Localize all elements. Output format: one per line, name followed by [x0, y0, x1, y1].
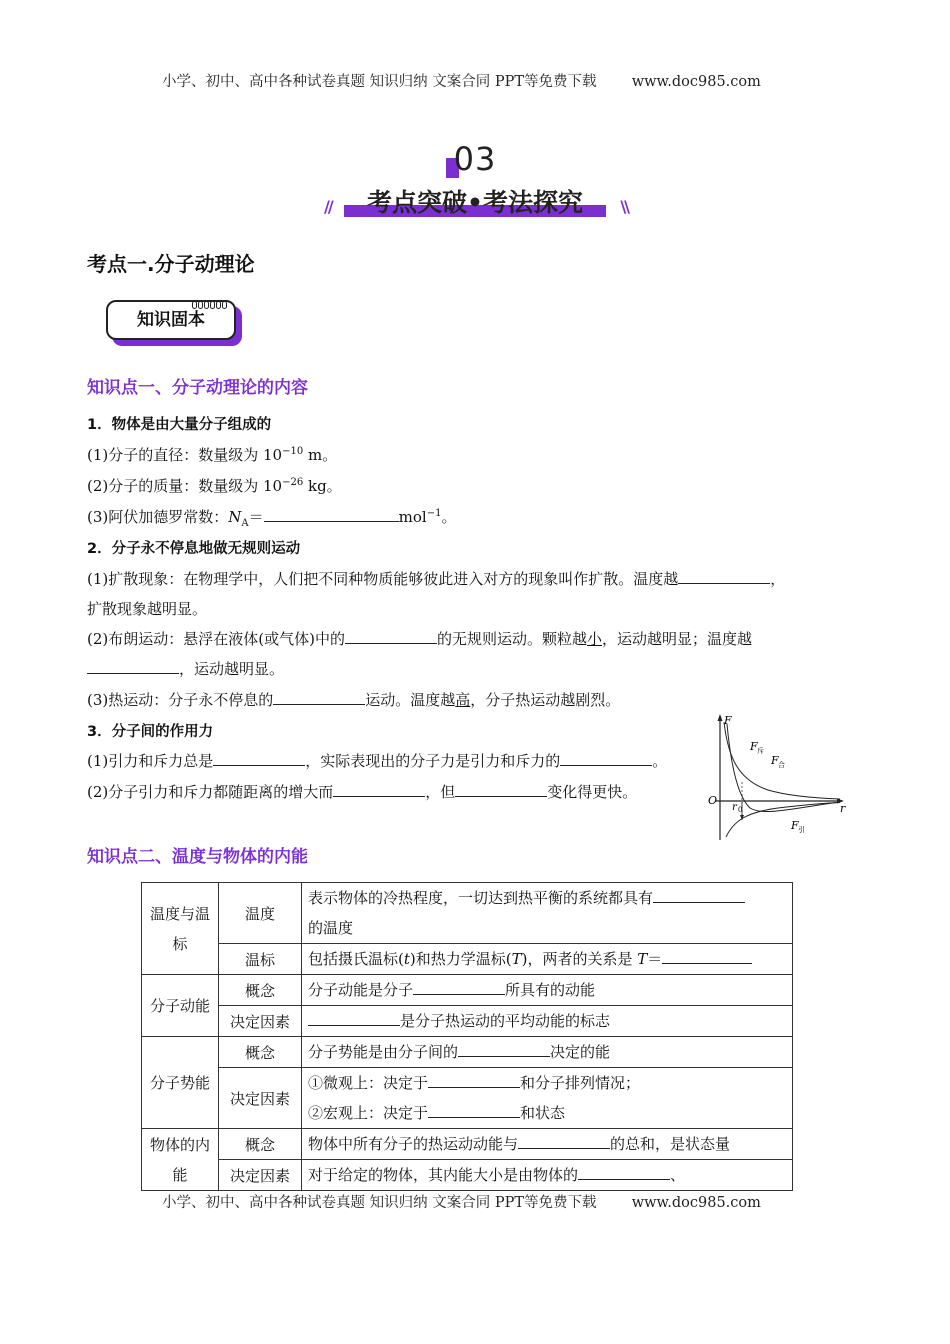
fill-blank[interactable] — [213, 751, 305, 766]
zsd1-heading-3: 3．分子间的作用力 — [87, 724, 214, 740]
header-text: 小学、初中、高中各种试卷真题 知识归纳 文案合同 PPT等免费下载 — [162, 74, 597, 90]
right-slash-decoration: \\ — [620, 197, 628, 216]
zsd1-item-8 — [87, 781, 637, 802]
text: ，实际表现出的分子力是引力和斥力的 — [305, 752, 561, 770]
footer-site[interactable]: www.doc985.com — [631, 1195, 761, 1211]
attractive-force-curve — [726, 803, 840, 838]
text: 决定的能 — [550, 1043, 611, 1061]
r0-subscript: 0 — [738, 806, 743, 814]
table-row — [142, 975, 793, 1006]
text: 、 — [670, 1166, 686, 1184]
fill-blank[interactable] — [578, 1165, 670, 1180]
text: ＝ — [647, 950, 663, 968]
table-cell — [302, 883, 793, 944]
table-row — [142, 944, 793, 975]
table-cell — [302, 975, 793, 1006]
text: 。 — [441, 508, 457, 526]
molecular-force-graph — [708, 712, 848, 842]
table-cell: 概念 — [219, 1129, 302, 1160]
fill-blank[interactable] — [518, 1134, 610, 1149]
table-cell — [302, 1129, 793, 1160]
text: (1)引力和斥力总是 — [87, 752, 214, 770]
fill-blank[interactable] — [458, 1042, 550, 1057]
text: (1)分子的直径：数量级为 10 — [87, 446, 283, 464]
zsd1-item-4b: 扩散现象越明显。 — [87, 600, 208, 618]
origin-label: O — [708, 794, 718, 807]
text: 表示物体的冷热程度，一切达到热平衡的系统都具有 — [308, 889, 654, 907]
text: 的温度 — [308, 919, 354, 937]
text: (2)分子引力和斥力都随距离的增大而 — [87, 783, 334, 801]
text: 物体中所有分子的热运动动能与 — [308, 1135, 519, 1153]
banner-title: 考点突破•考法探究 — [367, 188, 583, 217]
underlined-text: 高 — [455, 691, 471, 709]
text: m。 — [303, 446, 338, 464]
text: 对于给定的物体，其内能大小是由物体的 — [308, 1166, 579, 1184]
text: 和分子排列情况； — [520, 1074, 641, 1092]
text: 包括摄氏温标( — [308, 950, 404, 968]
fill-blank[interactable] — [455, 782, 547, 797]
text: ，分子热运动越剧烈。 — [470, 691, 621, 709]
fill-blank[interactable] — [560, 751, 652, 766]
table-cell: 温标 — [219, 944, 302, 975]
exponent: −26 — [282, 477, 304, 488]
zsd1-item-6 — [87, 689, 620, 710]
zsd1-item-5 — [87, 628, 752, 649]
section-banner — [322, 183, 628, 223]
header-site[interactable]: www.doc985.com — [631, 74, 761, 90]
footer-text: 小学、初中、高中各种试卷真题 知识归纳 文案合同 PPT等免费下载 — [162, 1195, 597, 1211]
table-cell — [302, 1037, 793, 1068]
symbol: N — [228, 508, 242, 526]
fill-blank[interactable] — [428, 1073, 520, 1088]
zsd1-item-7 — [87, 750, 667, 771]
zsd1-item-5b — [87, 658, 284, 679]
y-axis-arrow — [718, 714, 723, 721]
zsd1-title: 知识点一、分子动理论的内容 — [87, 378, 308, 398]
text: ②宏观上：决定于 — [308, 1104, 429, 1122]
fill-blank[interactable] — [678, 569, 770, 584]
attractive-force-subscript: 引 — [798, 826, 805, 834]
attractive-force-label: F — [791, 819, 799, 832]
fill-blank[interactable] — [428, 1103, 520, 1118]
text: ，运动越明显；温度越 — [602, 630, 753, 648]
knowledge-badge — [106, 300, 242, 346]
text: (2)布朗运动：悬浮在液体(或气体)中的 — [87, 630, 345, 648]
text: 的总和，是状态量 — [610, 1135, 731, 1153]
net-force-subscript: 合 — [778, 761, 785, 769]
zsd2-title: 知识点二、温度与物体的内能 — [87, 847, 308, 867]
text: 运动。温度越 — [365, 691, 456, 709]
text: ，但 — [425, 783, 456, 801]
exponent: −10 — [282, 446, 304, 457]
text: 分子势能是由分子间的 — [308, 1043, 459, 1061]
left-slash-decoration: // — [324, 197, 332, 216]
badge-label: 知识固本 — [106, 300, 236, 340]
table-row — [142, 883, 793, 944]
subscript: A — [241, 518, 249, 529]
table-row — [142, 1160, 793, 1191]
fill-blank[interactable] — [413, 980, 505, 995]
text: 是分子热运动的平均动能的标志 — [400, 1012, 611, 1030]
symbol: t — [403, 950, 410, 968]
section-number: 03 — [453, 140, 497, 178]
table-row — [142, 1037, 793, 1068]
text: ，运动越明显。 — [179, 660, 285, 678]
repulsive-force-subscript: 斥 — [757, 747, 764, 755]
table-cell — [302, 1006, 793, 1037]
table-row — [142, 1068, 793, 1129]
fill-blank[interactable] — [264, 507, 399, 522]
text: kg。 — [303, 477, 342, 495]
text: 和状态 — [520, 1104, 566, 1122]
text: ， — [770, 570, 786, 588]
fill-blank[interactable] — [345, 629, 437, 644]
table-cell — [302, 944, 793, 975]
text: 所具有的动能 — [505, 981, 596, 999]
axis-label-F: F — [724, 714, 732, 727]
table-cell: 物体的内能 — [142, 1129, 219, 1191]
table-cell: 概念 — [219, 1037, 302, 1068]
fill-blank[interactable] — [87, 659, 179, 674]
text: ①微观上：决定于 — [308, 1074, 429, 1092]
table-cell: 温度与温标 — [142, 883, 219, 975]
text: 。 — [652, 752, 668, 770]
table-row — [142, 1006, 793, 1037]
table-cell: 分子动能 — [142, 975, 219, 1037]
table-cell: 分子势能 — [142, 1037, 219, 1129]
symbol: T — [637, 950, 648, 968]
table-row — [142, 1129, 793, 1160]
exponent: −1 — [426, 508, 442, 519]
unit: mol — [398, 508, 427, 526]
underlined-text: 小 — [586, 630, 602, 648]
text: )和热力学温标( — [409, 950, 512, 968]
zsd1-heading-1: 1．物体是由大量分子组成的 — [87, 417, 272, 433]
net-force-label: F — [771, 754, 779, 767]
table-cell: 决定因素 — [219, 1160, 302, 1191]
text: (3)热运动：分子永不停息的 — [87, 691, 274, 709]
table-cell: 决定因素 — [219, 1006, 302, 1037]
text: )，两者的关系是 — [521, 950, 638, 968]
zsd1-item-1 — [87, 444, 337, 465]
table-cell: 决定因素 — [219, 1068, 302, 1129]
knowledge-table — [141, 882, 793, 1191]
fill-blank[interactable] — [273, 690, 365, 705]
fill-blank[interactable] — [653, 888, 745, 903]
binder-rings-icon — [192, 294, 236, 304]
zsd1-item-4 — [87, 568, 785, 589]
fill-blank[interactable] — [308, 1011, 400, 1026]
text: ＝ — [248, 508, 264, 526]
page-footer — [162, 1191, 761, 1212]
zsd1-heading-2: 2．分子永不停息地做无规则运动 — [87, 541, 301, 557]
zsd1-item-2 — [87, 475, 342, 496]
r0-label: r — [732, 802, 737, 813]
table-cell: 温度 — [219, 883, 302, 944]
text: (1)扩散现象：在物理学中，人们把不同种物质能够彼此进入对方的现象叫作扩散。温度越 — [87, 570, 679, 588]
text: (2)分子的质量：数量级为 10 — [87, 477, 283, 495]
symbol: T — [511, 950, 522, 968]
kaodian-title: 考点一.分子动理论 — [87, 252, 255, 276]
table-cell: 概念 — [219, 975, 302, 1006]
axis-label-r: r — [840, 802, 846, 815]
text: 的无规则运动。颗粒越 — [436, 630, 587, 648]
page-header — [162, 70, 761, 91]
fill-blank[interactable] — [333, 782, 425, 797]
text: 变化得更快。 — [547, 783, 638, 801]
table-cell — [302, 1068, 793, 1129]
table-cell — [302, 1160, 793, 1191]
fill-blank[interactable] — [662, 949, 752, 964]
text: 分子动能是分子 — [308, 981, 414, 999]
repulsive-force-label: F — [750, 740, 758, 753]
text: (3)阿伏加德罗常数： — [87, 508, 229, 526]
zsd1-item-3 — [87, 506, 456, 529]
